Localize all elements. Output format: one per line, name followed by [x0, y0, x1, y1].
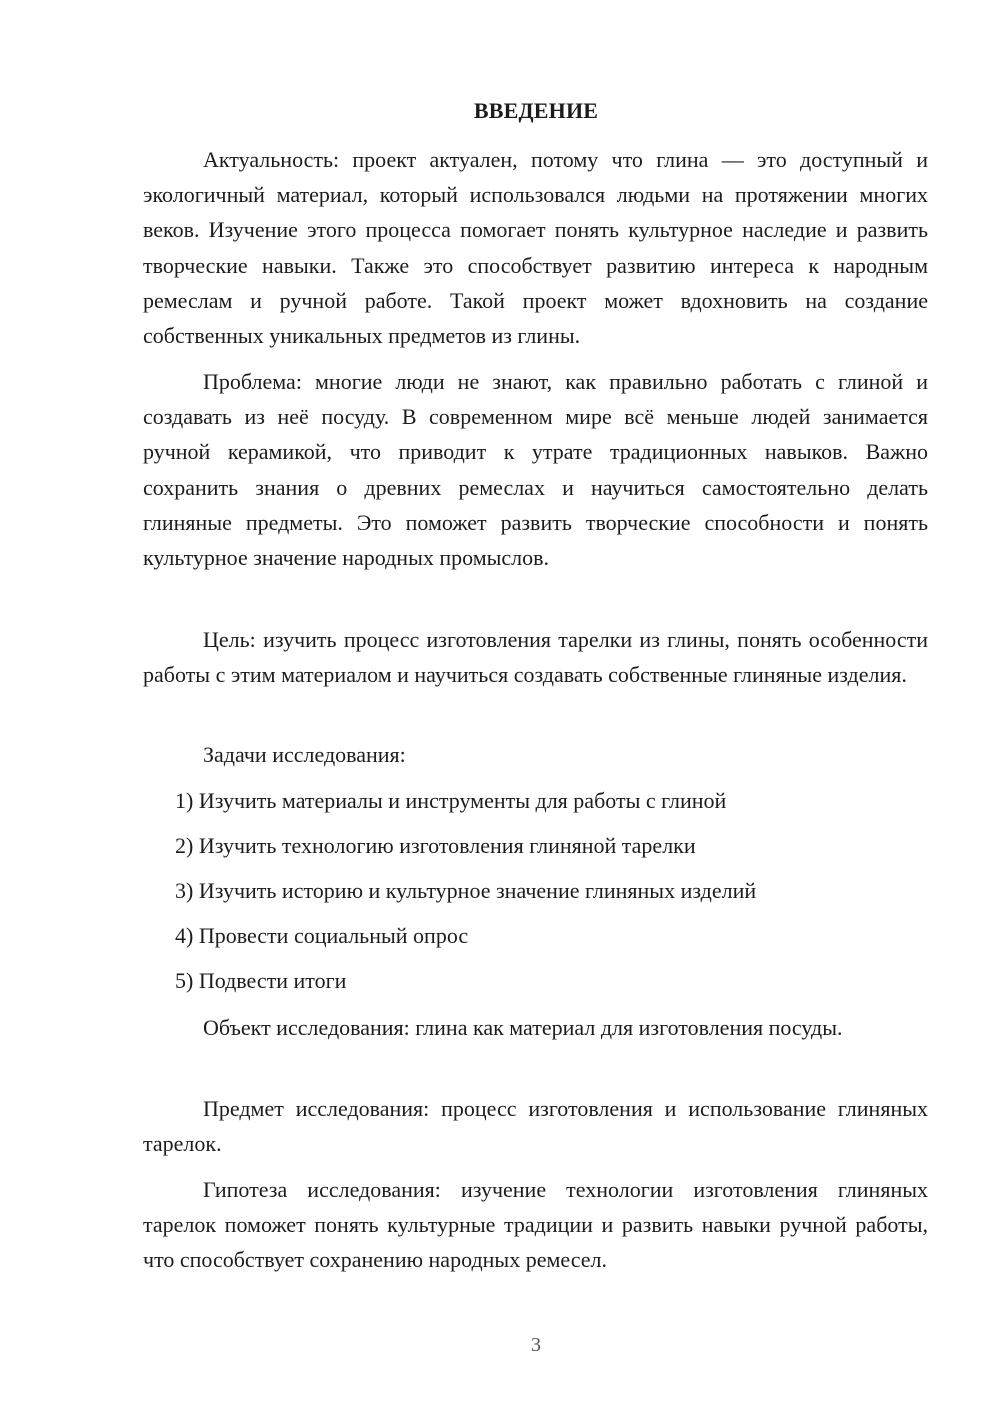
task-item-1: 1) Изучить материалы и инструменты для работы с глиной: [175, 788, 727, 813]
task-item-2: 2) Изучить технологию изготовления глиняной тарелки: [175, 833, 696, 858]
object-paragraph: Объект исследования: глина как материал для изготовления посуды.: [203, 1015, 843, 1040]
task-item-4: 4) Провести социальный опрос: [175, 923, 469, 948]
subject-paragraph: Предмет исследования: процесс изготовления и использование глиняных тарелок.: [143, 1096, 928, 1157]
tasks-title: Задачи исследования:: [203, 742, 406, 767]
problem-paragraph: Проблема: многие люди не знают, как правильно работать с глиной и создавать из неё посуду. В современном мире всё меньше людей занимается ручной керамикой, что приводит к утрате традиционных навыков. Важно сохранить знания о древних ремеслах и научиться самостоятельно делать глиняные предметы. Это поможет развить творческие способности и понять культурное значение народных промыслов.: [143, 369, 928, 571]
page-title: ВВЕДЕНИЕ: [473, 98, 599, 123]
hypothesis-paragraph: Гипотеза исследования: изучение технологии изготовления глиняных тарелок поможет понять культурные традиции и развить навыки ручной работы, что способствует сохранению народных ремесел.: [143, 1177, 928, 1273]
task-item-3: 3) Изучить историю и культурное значение глиняных изделий: [175, 878, 757, 903]
relevance-paragraph: Актуальность: проект актуален, потому что глина — это доступный и экологичный материал, который использовался людьми на протяжении многих веков. Изучение этого процесса помогает понять культурное наследие и развить творческие навыки. Также это способствует развитию интереса к народным ремеслам и ручной работе. Такой проект может вдохновить на создание собственных уникальных предметов из глины.: [143, 147, 928, 349]
task-item-5: 5) Подвести итоги: [175, 968, 347, 993]
page-number: 3: [531, 1334, 541, 1356]
goal-paragraph: Цель: изучить процесс изготовления тарелки из глины, понять особенности работы с этим материалом и научиться создавать собственные глиняные изделия.: [143, 627, 928, 688]
